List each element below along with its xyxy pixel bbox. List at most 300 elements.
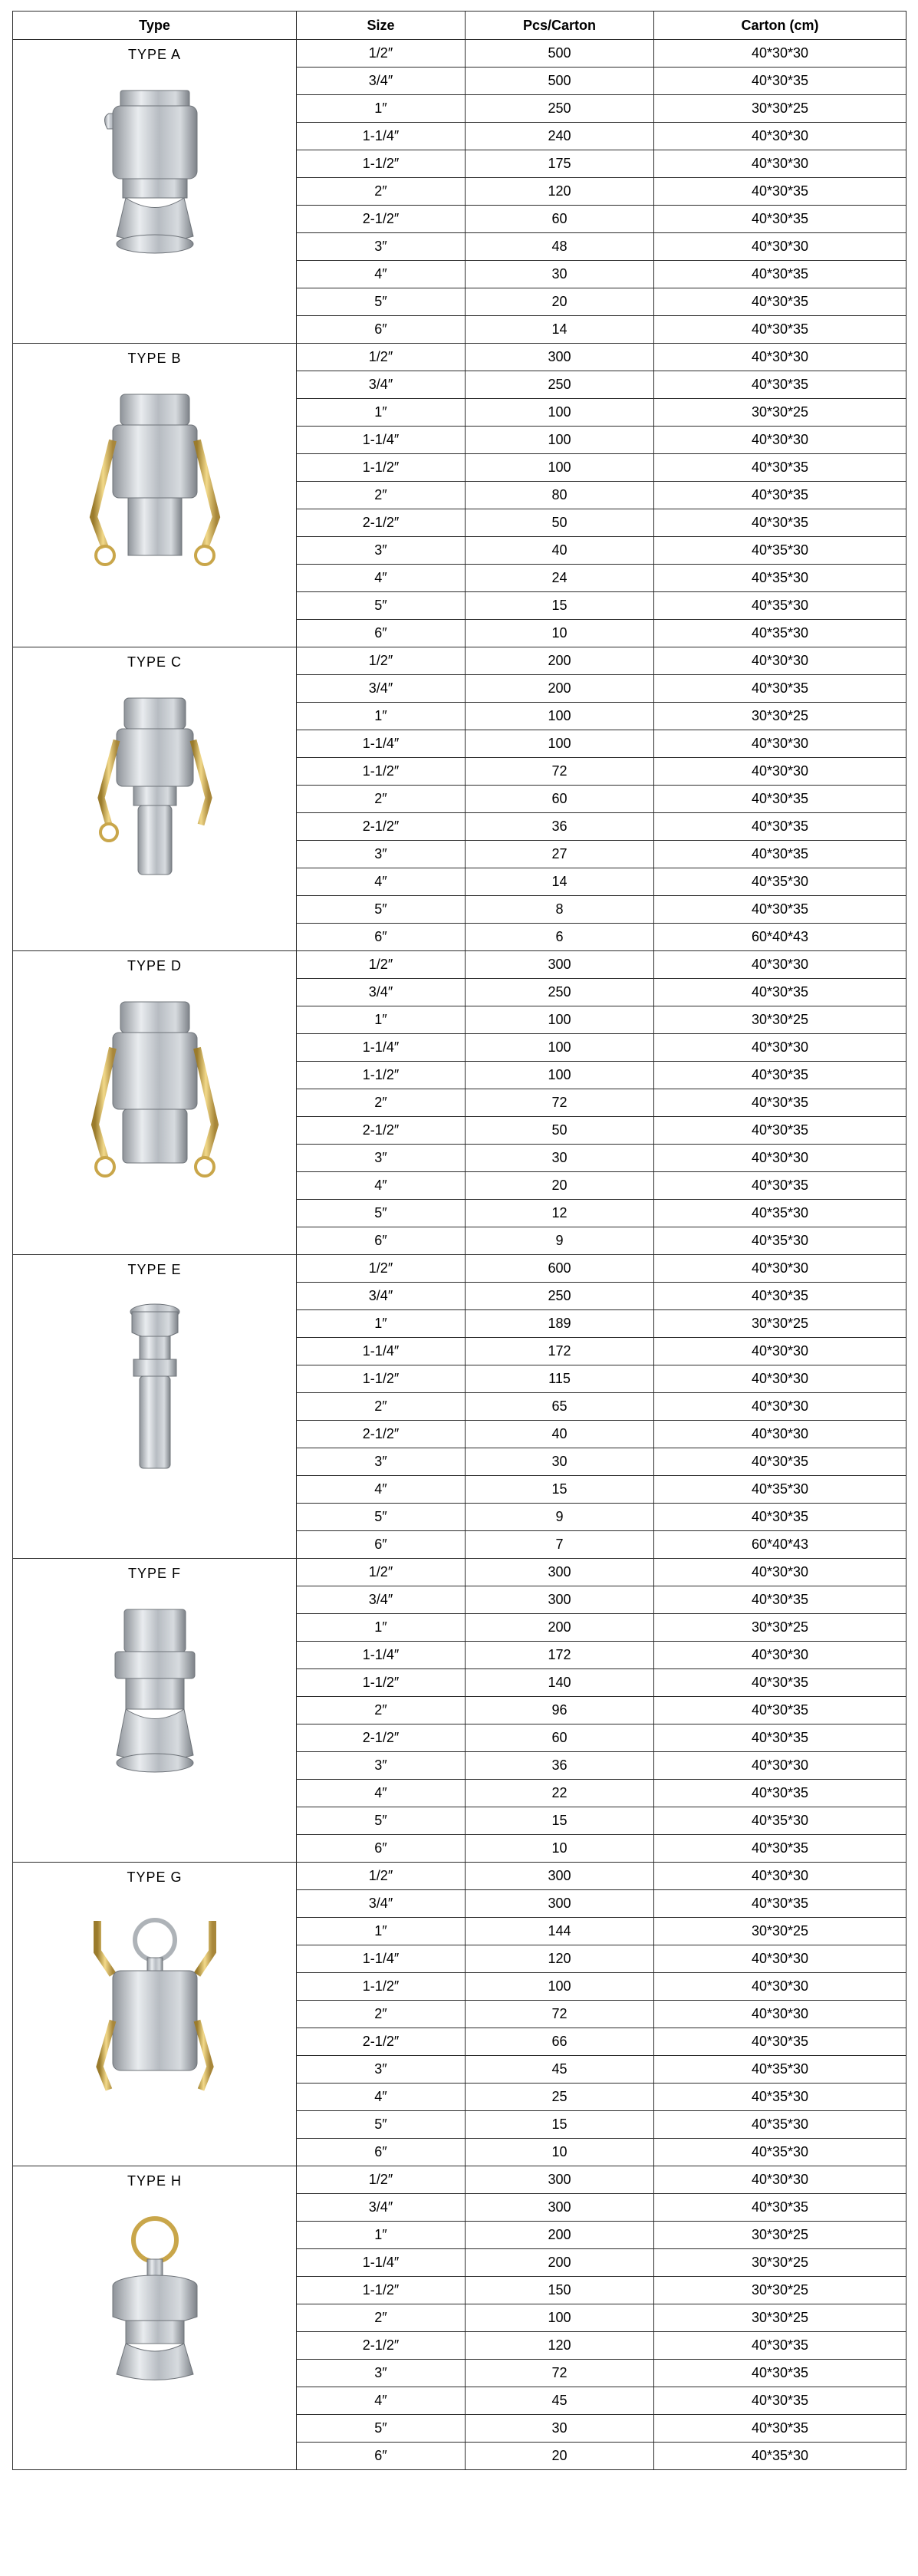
carton-size-cell: 40*30*35 (654, 786, 906, 813)
carton-size-cell: 40*35*30 (654, 565, 906, 592)
carton-size-cell: 40*30*30 (654, 1642, 906, 1669)
size-cell: 2-1/2″ (297, 206, 466, 233)
size-cell: 3″ (297, 537, 466, 565)
size-cell: 1/2″ (297, 1559, 466, 1586)
pcs-carton-cell: 300 (466, 1586, 654, 1614)
pcs-carton-cell: 100 (466, 1006, 654, 1034)
size-cell: 4″ (297, 1172, 466, 1200)
carton-size-cell: 30*30*25 (654, 95, 906, 123)
size-cell: 1/2″ (297, 1863, 466, 1890)
pcs-carton-cell: 140 (466, 1669, 654, 1697)
pcs-carton-cell: 30 (466, 1448, 654, 1476)
carton-size-cell: 40*35*30 (654, 2139, 906, 2166)
size-cell: 6″ (297, 1531, 466, 1559)
coupling-type-h-icon (13, 2209, 296, 2401)
pcs-carton-cell: 500 (466, 40, 654, 68)
type-cell (13, 1559, 297, 1863)
carton-size-cell: 40*30*35 (654, 2028, 906, 2056)
carton-size-cell: 40*30*30 (654, 1393, 906, 1421)
carton-size-cell: 30*30*25 (654, 2304, 906, 2332)
pcs-carton-cell: 300 (466, 951, 654, 979)
size-cell: 1″ (297, 1310, 466, 1338)
size-cell: 4″ (297, 565, 466, 592)
size-cell: 6″ (297, 924, 466, 951)
pcs-carton-cell: 250 (466, 979, 654, 1006)
header-size: Size (297, 12, 466, 40)
pcs-carton-cell: 9 (466, 1504, 654, 1531)
size-cell: 1-1/4″ (297, 1642, 466, 1669)
pcs-carton-cell: 30 (466, 1145, 654, 1172)
size-cell: 3/4″ (297, 1283, 466, 1310)
carton-size-cell: 40*30*35 (654, 2387, 906, 2415)
size-cell: 1-1/4″ (297, 730, 466, 758)
size-cell: 5″ (297, 1807, 466, 1835)
pcs-carton-cell: 250 (466, 371, 654, 399)
carton-size-cell: 30*30*25 (654, 1310, 906, 1338)
pcs-carton-cell: 175 (466, 150, 654, 178)
carton-size-cell: 40*35*30 (654, 2056, 906, 2084)
pcs-carton-cell: 15 (466, 592, 654, 620)
size-cell: 3/4″ (297, 675, 466, 703)
size-cell: 2-1/2″ (297, 1724, 466, 1752)
type-label: TYPE C (127, 654, 182, 670)
carton-size-cell: 40*35*30 (654, 537, 906, 565)
size-cell: 1-1/2″ (297, 2277, 466, 2304)
carton-size-cell: 40*30*35 (654, 2332, 906, 2360)
size-cell: 5″ (297, 288, 466, 316)
pcs-carton-cell: 15 (466, 1476, 654, 1504)
carton-size-cell: 40*30*35 (654, 1062, 906, 1089)
coupling-type-f-icon (13, 1602, 296, 1794)
type-label: TYPE B (127, 351, 182, 366)
carton-size-cell: 40*30*30 (654, 1752, 906, 1780)
size-cell: 1-1/2″ (297, 1062, 466, 1089)
pcs-carton-cell: 60 (466, 1724, 654, 1752)
type-cell (13, 344, 297, 647)
size-cell: 1-1/4″ (297, 427, 466, 454)
type-label: TYPE F (127, 1566, 181, 1581)
size-cell: 3″ (297, 1752, 466, 1780)
carton-size-cell: 40*30*35 (654, 1448, 906, 1476)
pcs-carton-cell: 30 (466, 2415, 654, 2443)
carton-size-cell: 40*30*35 (654, 2415, 906, 2443)
pcs-carton-cell: 200 (466, 647, 654, 675)
type-cell (13, 2166, 297, 2470)
pcs-carton-cell: 300 (466, 344, 654, 371)
carton-size-cell: 40*30*35 (654, 1172, 906, 1200)
carton-size-cell: 40*30*30 (654, 1338, 906, 1365)
size-cell: 1-1/2″ (297, 1365, 466, 1393)
pcs-carton-cell: 200 (466, 1614, 654, 1642)
carton-size-cell: 30*30*25 (654, 1614, 906, 1642)
table-row (13, 951, 906, 979)
carton-size-cell: 40*35*30 (654, 1807, 906, 1835)
pcs-carton-cell: 72 (466, 2001, 654, 2028)
pcs-carton-cell: 120 (466, 2332, 654, 2360)
carton-size-cell: 40*35*30 (654, 2111, 906, 2139)
carton-size-cell: 40*30*30 (654, 344, 906, 371)
size-cell: 3″ (297, 1448, 466, 1476)
pcs-carton-cell: 15 (466, 1807, 654, 1835)
carton-size-cell: 40*35*30 (654, 1227, 906, 1255)
carton-size-cell: 40*30*35 (654, 316, 906, 344)
carton-size-cell: 40*35*30 (654, 2443, 906, 2470)
pcs-carton-cell: 80 (466, 482, 654, 509)
pcs-carton-cell: 45 (466, 2387, 654, 2415)
coupling-type-c-icon (13, 690, 296, 882)
size-cell: 1-1/4″ (297, 1034, 466, 1062)
size-cell: 4″ (297, 1476, 466, 1504)
size-cell: 1″ (297, 1614, 466, 1642)
table-row (13, 1863, 906, 1890)
carton-size-cell: 40*30*35 (654, 509, 906, 537)
size-cell: 5″ (297, 1200, 466, 1227)
pcs-carton-cell: 8 (466, 896, 654, 924)
size-cell: 6″ (297, 1227, 466, 1255)
size-cell: 6″ (297, 2443, 466, 2470)
size-cell: 3/4″ (297, 1890, 466, 1918)
carton-size-cell: 40*30*35 (654, 1586, 906, 1614)
carton-size-cell: 40*30*35 (654, 454, 906, 482)
size-cell: 4″ (297, 261, 466, 288)
size-cell: 1″ (297, 399, 466, 427)
pcs-carton-cell: 45 (466, 2056, 654, 2084)
pcs-carton-cell: 20 (466, 1172, 654, 1200)
table-row (13, 344, 906, 371)
type-label: TYPE A (127, 47, 182, 62)
carton-size-cell: 40*30*30 (654, 2001, 906, 2028)
size-cell: 5″ (297, 592, 466, 620)
pcs-carton-cell: 14 (466, 316, 654, 344)
pcs-carton-cell: 300 (466, 1863, 654, 1890)
pcs-carton-cell: 300 (466, 1559, 654, 1586)
size-cell: 3/4″ (297, 371, 466, 399)
pcs-carton-cell: 50 (466, 1117, 654, 1145)
carton-size-cell: 40*30*35 (654, 1117, 906, 1145)
size-cell: 6″ (297, 620, 466, 647)
pcs-carton-cell: 72 (466, 758, 654, 786)
pcs-carton-cell: 240 (466, 123, 654, 150)
size-cell: 1″ (297, 2222, 466, 2249)
pcs-carton-cell: 120 (466, 1945, 654, 1973)
size-cell: 3″ (297, 2360, 466, 2387)
size-cell: 3″ (297, 1145, 466, 1172)
pcs-carton-cell: 250 (466, 1283, 654, 1310)
size-cell: 2″ (297, 786, 466, 813)
carton-size-cell: 40*35*30 (654, 1200, 906, 1227)
carton-size-cell: 30*30*25 (654, 2222, 906, 2249)
size-cell: 2″ (297, 482, 466, 509)
coupling-type-g-icon (13, 1906, 296, 2097)
coupling-type-b-icon (13, 387, 296, 578)
pcs-carton-cell: 300 (466, 2194, 654, 2222)
size-cell: 2-1/2″ (297, 2332, 466, 2360)
header-row (13, 12, 906, 40)
pcs-carton-cell: 36 (466, 813, 654, 841)
size-cell: 5″ (297, 896, 466, 924)
carton-size-cell: 40*30*35 (654, 1780, 906, 1807)
pcs-carton-cell: 150 (466, 2277, 654, 2304)
size-cell: 1/2″ (297, 1255, 466, 1283)
pcs-carton-cell: 300 (466, 1890, 654, 1918)
carton-size-cell: 40*30*30 (654, 1421, 906, 1448)
size-cell: 6″ (297, 1835, 466, 1863)
type-cell (13, 951, 297, 1255)
size-cell: 3″ (297, 233, 466, 261)
carton-size-cell: 40*30*30 (654, 150, 906, 178)
carton-size-cell: 40*30*35 (654, 1890, 906, 1918)
pcs-carton-cell: 40 (466, 1421, 654, 1448)
size-cell: 2″ (297, 2001, 466, 2028)
carton-size-cell: 30*30*25 (654, 399, 906, 427)
size-cell: 2-1/2″ (297, 1421, 466, 1448)
carton-size-cell: 40*30*35 (654, 288, 906, 316)
pcs-carton-cell: 22 (466, 1780, 654, 1807)
size-cell: 1-1/2″ (297, 1973, 466, 2001)
size-cell: 1-1/2″ (297, 454, 466, 482)
type-cell (13, 647, 297, 951)
pcs-carton-cell: 200 (466, 675, 654, 703)
size-cell: 3/4″ (297, 1586, 466, 1614)
size-cell: 1″ (297, 703, 466, 730)
size-cell: 1-1/4″ (297, 1945, 466, 1973)
size-cell: 3/4″ (297, 2194, 466, 2222)
size-cell: 1/2″ (297, 344, 466, 371)
carton-size-cell: 40*30*30 (654, 1034, 906, 1062)
carton-size-cell: 40*30*35 (654, 371, 906, 399)
pcs-carton-cell: 12 (466, 1200, 654, 1227)
pcs-carton-cell: 100 (466, 2304, 654, 2332)
carton-size-cell: 40*30*30 (654, 2166, 906, 2194)
carton-size-cell: 40*30*30 (654, 427, 906, 454)
carton-size-cell: 40*30*30 (654, 1255, 906, 1283)
pcs-carton-cell: 100 (466, 454, 654, 482)
carton-size-cell: 40*30*30 (654, 730, 906, 758)
type-cell (13, 40, 297, 344)
pcs-carton-cell: 250 (466, 95, 654, 123)
pcs-carton-cell: 50 (466, 509, 654, 537)
carton-size-cell: 40*30*35 (654, 261, 906, 288)
pcs-carton-cell: 7 (466, 1531, 654, 1559)
carton-size-cell: 40*30*35 (654, 2360, 906, 2387)
pcs-carton-cell: 115 (466, 1365, 654, 1393)
carton-size-cell: 40*30*30 (654, 1973, 906, 2001)
size-cell: 1/2″ (297, 647, 466, 675)
carton-size-cell: 40*30*30 (654, 1365, 906, 1393)
size-cell: 5″ (297, 2415, 466, 2443)
size-cell: 4″ (297, 2387, 466, 2415)
spec-table (12, 11, 906, 2470)
table-row (13, 2166, 906, 2194)
header-type: Type (13, 12, 297, 40)
size-cell: 2-1/2″ (297, 1117, 466, 1145)
carton-size-cell: 40*30*35 (654, 1724, 906, 1752)
size-cell: 6″ (297, 316, 466, 344)
size-cell: 3″ (297, 2056, 466, 2084)
carton-size-cell: 40*30*35 (654, 813, 906, 841)
carton-size-cell: 40*35*30 (654, 868, 906, 896)
pcs-carton-cell: 200 (466, 2222, 654, 2249)
type-label: TYPE E (127, 1262, 182, 1277)
carton-size-cell: 40*30*35 (654, 68, 906, 95)
pcs-carton-cell: 6 (466, 924, 654, 951)
coupling-type-d-icon (13, 994, 296, 1186)
carton-size-cell: 40*30*35 (654, 1835, 906, 1863)
type-cell (13, 1863, 297, 2166)
carton-size-cell: 40*30*35 (654, 482, 906, 509)
carton-size-cell: 40*30*35 (654, 1089, 906, 1117)
pcs-carton-cell: 200 (466, 2249, 654, 2277)
carton-size-cell: 40*30*30 (654, 647, 906, 675)
size-cell: 1″ (297, 1918, 466, 1945)
carton-size-cell: 40*35*30 (654, 592, 906, 620)
table-row (13, 40, 906, 68)
pcs-carton-cell: 100 (466, 730, 654, 758)
size-cell: 5″ (297, 2111, 466, 2139)
size-cell: 1″ (297, 95, 466, 123)
pcs-carton-cell: 30 (466, 261, 654, 288)
pcs-carton-cell: 24 (466, 565, 654, 592)
pcs-carton-cell: 25 (466, 2084, 654, 2111)
size-cell: 1-1/4″ (297, 1338, 466, 1365)
table-row (13, 647, 906, 675)
carton-size-cell: 40*30*35 (654, 1669, 906, 1697)
size-cell: 1/2″ (297, 40, 466, 68)
carton-size-cell: 60*40*43 (654, 1531, 906, 1559)
carton-size-cell: 40*30*35 (654, 1504, 906, 1531)
carton-size-cell: 30*30*25 (654, 1006, 906, 1034)
carton-size-cell: 40*30*35 (654, 1697, 906, 1724)
pcs-carton-cell: 100 (466, 1062, 654, 1089)
size-cell: 2-1/2″ (297, 813, 466, 841)
size-cell: 1-1/2″ (297, 758, 466, 786)
pcs-carton-cell: 27 (466, 841, 654, 868)
carton-size-cell: 40*30*30 (654, 233, 906, 261)
pcs-carton-cell: 60 (466, 206, 654, 233)
size-cell: 4″ (297, 2084, 466, 2111)
pcs-carton-cell: 10 (466, 620, 654, 647)
pcs-carton-cell: 144 (466, 1918, 654, 1945)
carton-size-cell: 40*30*35 (654, 206, 906, 233)
size-cell: 1-1/4″ (297, 123, 466, 150)
pcs-carton-cell: 36 (466, 1752, 654, 1780)
pcs-carton-cell: 172 (466, 1338, 654, 1365)
pcs-carton-cell: 65 (466, 1393, 654, 1421)
pcs-carton-cell: 48 (466, 233, 654, 261)
type-label: TYPE G (127, 1869, 183, 1885)
pcs-carton-cell: 72 (466, 1089, 654, 1117)
size-cell: 4″ (297, 868, 466, 896)
carton-size-cell: 40*30*35 (654, 2194, 906, 2222)
carton-size-cell: 40*30*35 (654, 896, 906, 924)
pcs-carton-cell: 500 (466, 68, 654, 95)
size-cell: 1-1/2″ (297, 150, 466, 178)
carton-size-cell: 40*35*30 (654, 620, 906, 647)
pcs-carton-cell: 600 (466, 1255, 654, 1283)
coupling-type-a-icon (13, 83, 296, 275)
carton-size-cell: 40*30*30 (654, 1863, 906, 1890)
pcs-carton-cell: 100 (466, 703, 654, 730)
size-cell: 1/2″ (297, 2166, 466, 2194)
pcs-carton-cell: 10 (466, 2139, 654, 2166)
carton-size-cell: 40*30*30 (654, 40, 906, 68)
size-cell: 6″ (297, 2139, 466, 2166)
type-cell (13, 1255, 297, 1559)
size-cell: 1-1/2″ (297, 1669, 466, 1697)
table-row (13, 1255, 906, 1283)
size-cell: 1-1/4″ (297, 2249, 466, 2277)
pcs-carton-cell: 40 (466, 537, 654, 565)
carton-size-cell: 40*30*30 (654, 758, 906, 786)
size-cell: 3/4″ (297, 68, 466, 95)
pcs-carton-cell: 120 (466, 178, 654, 206)
carton-size-cell: 40*30*35 (654, 979, 906, 1006)
size-cell: 2″ (297, 178, 466, 206)
pcs-carton-cell: 20 (466, 2443, 654, 2470)
carton-size-cell: 30*30*25 (654, 703, 906, 730)
pcs-carton-cell: 72 (466, 2360, 654, 2387)
carton-size-cell: 40*30*30 (654, 951, 906, 979)
carton-size-cell: 40*30*30 (654, 1145, 906, 1172)
type-label: TYPE H (127, 2173, 182, 2189)
carton-size-cell: 30*30*25 (654, 1918, 906, 1945)
size-cell: 4″ (297, 1780, 466, 1807)
carton-size-cell: 40*35*30 (654, 1476, 906, 1504)
size-cell: 2-1/2″ (297, 509, 466, 537)
header-carton-cm: Carton (cm) (654, 12, 906, 40)
pcs-carton-cell: 14 (466, 868, 654, 896)
carton-size-cell: 40*30*35 (654, 675, 906, 703)
pcs-carton-cell: 300 (466, 2166, 654, 2194)
pcs-carton-cell: 172 (466, 1642, 654, 1669)
pcs-carton-cell: 189 (466, 1310, 654, 1338)
size-cell: 1/2″ (297, 951, 466, 979)
carton-size-cell: 40*30*35 (654, 178, 906, 206)
carton-size-cell: 40*35*30 (654, 2084, 906, 2111)
size-cell: 2″ (297, 2304, 466, 2332)
size-cell: 5″ (297, 1504, 466, 1531)
pcs-carton-cell: 15 (466, 2111, 654, 2139)
carton-size-cell: 30*30*25 (654, 2277, 906, 2304)
carton-size-cell: 40*30*30 (654, 123, 906, 150)
pcs-carton-cell: 20 (466, 288, 654, 316)
size-cell: 2″ (297, 1697, 466, 1724)
pcs-carton-cell: 66 (466, 2028, 654, 2056)
carton-size-cell: 30*30*25 (654, 2249, 906, 2277)
size-cell: 3/4″ (297, 979, 466, 1006)
pcs-carton-cell: 10 (466, 1835, 654, 1863)
size-cell: 2-1/2″ (297, 2028, 466, 2056)
pcs-carton-cell: 100 (466, 1034, 654, 1062)
carton-size-cell: 40*30*30 (654, 1559, 906, 1586)
carton-size-cell: 60*40*43 (654, 924, 906, 951)
type-label: TYPE D (127, 958, 182, 973)
header-pcs-carton: Pcs/Carton (466, 12, 654, 40)
table-row (13, 1559, 906, 1586)
carton-size-cell: 40*30*35 (654, 1283, 906, 1310)
size-cell: 3″ (297, 841, 466, 868)
coupling-type-e-icon (13, 1298, 296, 1490)
pcs-carton-cell: 96 (466, 1697, 654, 1724)
carton-size-cell: 40*30*30 (654, 1945, 906, 1973)
pcs-carton-cell: 9 (466, 1227, 654, 1255)
pcs-carton-cell: 100 (466, 1973, 654, 2001)
pcs-carton-cell: 100 (466, 427, 654, 454)
size-cell: 2″ (297, 1393, 466, 1421)
carton-size-cell: 40*30*35 (654, 841, 906, 868)
pcs-carton-cell: 100 (466, 399, 654, 427)
pcs-carton-cell: 60 (466, 786, 654, 813)
